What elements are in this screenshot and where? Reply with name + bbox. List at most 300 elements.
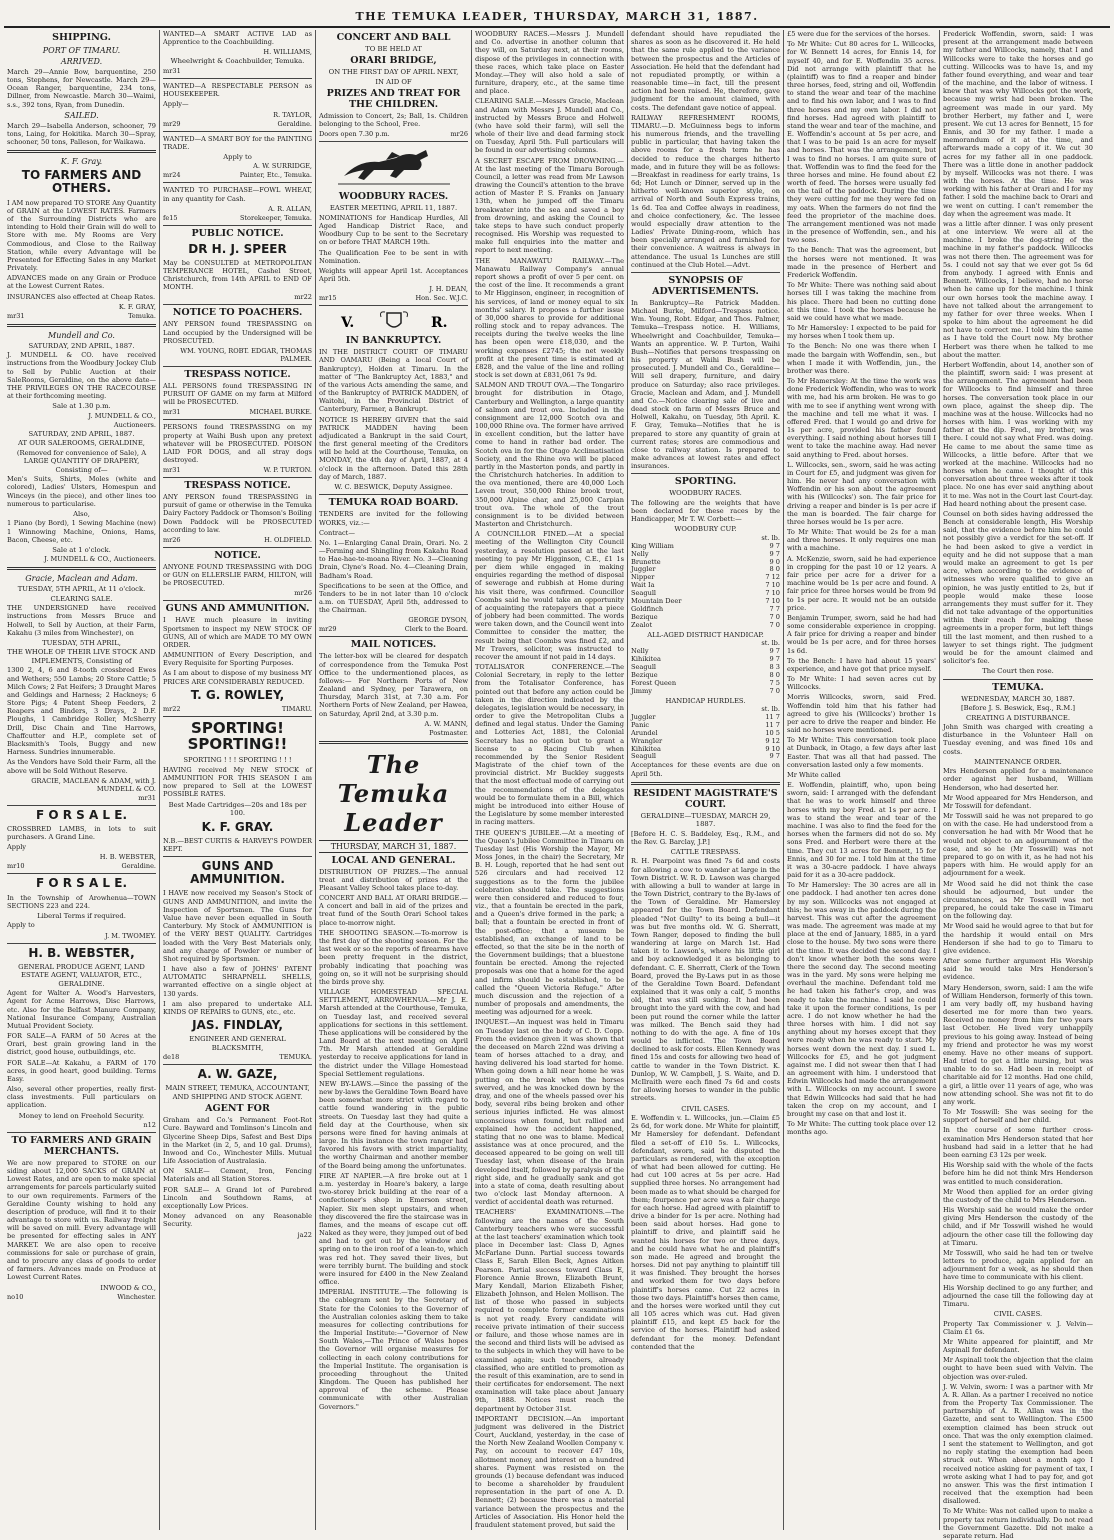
horse-name: Goldfinch (631, 605, 664, 613)
road-board-title: TEMUKA ROAD BOARD. (328, 497, 459, 509)
gaze-sub: MAIN STREET, TEMUKA, ACCOUNTANT, AND SHIPPING AND STOCK AGENT. (165, 1084, 310, 1101)
col6-p9: To Mr White: That would be 2s for a man and three horses. It only requires one man with a machine. (787, 528, 936, 553)
horse-name: Juggler (631, 565, 656, 574)
saturday-date: SATURDAY, 2ND APRIL, 1887. (28, 341, 135, 350)
col7-p23: Mr Aspinall took the objection that the claim ought to have been sued with Velvin. The objection was over-ruled. (943, 1356, 1094, 1381)
removed-note: (Removed for convenience of Sale), A LARGE QUANTITY OF DRAPERY, Consisting of— (16, 448, 147, 474)
horse-weight: 8 3 (769, 662, 780, 671)
wanted-4-code: fe15 (163, 213, 178, 222)
poachers-title: NOTICE TO POACHERS. (172, 307, 303, 319)
mundell-title: Mundell and Co. (48, 330, 115, 340)
horse-weight: 9 10 (765, 744, 780, 753)
in-aid: IN AID OF (375, 77, 412, 86)
col7-p2: was a little after dinner. I was only present at one interview. We were all at the machine. I broke the dog-string of the machine in my father's paddock. Willcocks was not there then. The agreement was for 5s. I could not say that we ever got 5s 6d from anybody. I agreed with Ennis and Bennett. Willcocks, I believe, had no horse when he came up for the machine. I think our own horses took the machine away. I have not talked about the arrangement to my father for over three weeks. When I spoke to him about the agreement he did not have to correct me. I told him the same as I have told the Court now. My brother Herbert was there when he talked to me about the matter. (943, 219, 1093, 359)
dean-code: mr15 (319, 294, 337, 303)
col7-p11: Mr Wood said he would agree to that but for the hardship it would entail on Mrs Henderson if she had to go to Timaru to give evidence. (943, 922, 1093, 955)
wanted-2-title: WANTED—A RESPECTABLE PERSON as HOUSEKEEPER. (163, 82, 312, 99)
svg-text:R.: R. (431, 315, 448, 332)
col7-p21: Property Tax Commissioner v. J. Velvin—Claim £1 6s. (943, 1319, 1093, 1336)
forsale2-text: In the Township of Arowhenua—TOWN SECTIONS 223 and 224. (7, 893, 156, 910)
horse-name: Kihikitea (631, 655, 661, 664)
wanted-3-place: Painter, Etc., Temuka. (239, 171, 312, 180)
col4-p8: THE QUEEN'S JUBILEE.—At a meeting of the Queen's Jubilee Committee in Timaru on Tuesday last (His Worship the Mayor, Mr Moss Jones, in the chair) the Secretary, Mr B. H. Lough, reported that he had sent out 526 circulars and had received 12 suggestions as to the form the jubilee celebration should take. The suggestions were then considered and reduced to four, viz., that a fountain be erected in the park, and a Queen's drive formed in the park; a ball; that a fountain be erected in front of the post-office; that a museum be established, an exchange of land to be effected, so that the site be in the north of the Government buildings; that a bluestone fountain be erected. Among the rejected proposals was one that a home for the aged and infirm should be established, to be called the "Queen Victoria Refuge." After much discussion and the rejection of a number of proposals and amendments, the meeting was adjourned for a week. (475, 828, 624, 1017)
col7-p18: His Worship said he would make the order giving Mrs Henderson the custody of the child, and if Mr Tosswill wished he would adjourn the other case till the following day at Timaru. (943, 1206, 1093, 1247)
col4-p4: THE MANAWATU RAILWAY.—The Manawatu Railway Company's annual report shows a profit of over 5 per cent. on the cost of the line. It recommends a grant to Mr Higginson, engineer, in recognition of his services, of land or money equal to six months' salary. It proposes a further issue of 30,000 shares to provide for additional rolling stock and to repay advances. The receipts during the twelve weeks the line has been open were £18,030, and the working expenses £2745; the net weekly profit at the present time is estimated at £828, and the value of the line and rolling stock is set down at £831,061 7s 9d. (475, 256, 624, 380)
col4-p11: IMPORTANT DECISION.—An important judgment was delivered in the District Court, Auckland, yesterday, in the case of the North New Zealand Woollen Company v. Pay, on account to recover £47 10s, allotment money, and interest on a hundred shares. Payment was resisted on the grounds (1) because defendant was induced to become a shareholder by fraudulent representation in the part of one A. D. Bennett; (2) because there was a material variance between the prospectus and the Articles of Association. His Honor held the fraudulent statement proved, but said the (475, 1414, 624, 1529)
racehorse-icon (334, 146, 454, 188)
sporting-title: SPORTING! SPORTING!! (187, 718, 288, 753)
wanted-1-title: WANTED—A SMART ACTIVE LAD as Apprentice to the Coachbuilding. (163, 30, 312, 47)
gracie-code: mr31 (138, 793, 156, 802)
hurdles-weights-table (631, 706, 780, 761)
horse-weight: 7 12 (765, 573, 780, 582)
hurdles-header: st. lb. (761, 705, 780, 714)
wanted-3-apply: Apply to (223, 152, 252, 161)
column-6 (784, 30, 940, 1530)
gaze-code: ja22 (297, 1230, 312, 1239)
col7-p5: The Court then rose. (982, 667, 1054, 676)
findlay-code: de18 (163, 1053, 180, 1062)
inwood-place: Winchester. (117, 1292, 156, 1301)
col6-p12: To the Bench: I have had about 15 years' experience, and have got that price myself. (787, 656, 936, 673)
trespass-3-text: ANY PERSON found TRESPASSING in pursuit of game or otherwise in the Temuka Dairy Factory Paddock or Thomson's Boiling Down Paddock will be PROSECUTED according to law. (163, 493, 312, 534)
dean-signature: J. H. DEAN, (429, 285, 468, 294)
court-date: GERALDINE—TUESDAY, MARCH 29, 1887. (640, 811, 771, 829)
wanted-1-code: mr31 (163, 66, 181, 75)
horse-weight: 11 7 (765, 712, 780, 721)
farmers-title: TO FARMERS AND OTHERS. (21, 168, 142, 196)
court-title: RESIDENT MAGISTRATE'S COURT. (633, 787, 778, 810)
weight-row (631, 543, 780, 551)
col7-civil-title: CIVIL CASES. (993, 1310, 1043, 1319)
guns-2-text-3: I am also prepared to undertake ALL KINDS OF REPAIRS to GUNS, etc., etc. (163, 999, 312, 1016)
horse-name: Zealot (631, 620, 653, 629)
horse-weight: 7 0 (769, 612, 780, 621)
races-intro: The following are the weights that have been declared for these races by the Handicapper, Mr T. W. Corbett:— (631, 498, 780, 524)
col7-p22: Mr White appeared for plaintiff, and Mr Aspinall for defendant. (943, 1337, 1093, 1355)
notice-title: NOTICE. (214, 550, 261, 561)
guns-2-text: I HAVE now received my Season's Stock of GUNS AND AMMUNITION, and invite the Inspection of Sportsmen. The Guns for Value have never been equalled in South Canterbury. My Stock of AMMUNITION is of the VERY BEST QUALITY. Cartridges loaded with the Very Best Materials only, and any charge of Powder or number of Shot required by Sportsmen. (163, 889, 312, 963)
trespass-1-signature: MICHAEL BURKE. (249, 408, 312, 417)
notice-text: ANYONE FOUND TRESPASSING with DOG or GUN on ELLERSLIE FARM, HILTON, will be PROSECUTED. (163, 562, 312, 588)
wanted-1-place: Wheelwright & Coachbuilder, Temuka. (170, 57, 305, 66)
dyson-code: mr29 (319, 625, 337, 634)
apply-label: Apply (7, 843, 27, 852)
gracie-signature: GRACIE, MACLEAN & ADAM, with J. MUNDELL & CO. (31, 776, 156, 793)
horse-name: King William (631, 541, 674, 550)
horse-weight: 7 0 (769, 686, 780, 695)
col5-p1: defendant should have repudiated the shares as soon as he discovered it. He held that the same rule applied to the variance between the prospectus and the Articles of Association. He held that the defendant had not repudiated promptly, or within a reasonable time—in fact, till the present action had been raised. He, therefore, gave judgment for the amount claimed, with costs. The defendant gave notice of appeal. (631, 30, 780, 112)
mundell-text: J. MUNDELL & CO. have received instructions from the Woodbury Jockey Club to Sell by Public Auction at their SaleRooms, Geraldine, on the above date— THE PRIVILEGES ON THE RACECOURSE at their forthcoming meeting. (7, 351, 156, 401)
local-title: LOCAL AND GENERAL. (331, 854, 456, 866)
nominations-text: NOMINATIONS for Handicap Hurdles, All Aged Handicap District Race, and Woodbury Cup to be sent to the Secretary on or before THAT MARCH 19th. (319, 213, 468, 247)
horse-name: Seagull (631, 752, 657, 761)
col7-p7: Mrs Henderson applied for a maintenance order against her husband, William Henderson, who had deserted her. (943, 767, 1093, 792)
drapery-list: Men's Suits, Shirts, Moles (white and colored), Ladies' Ulsters, Homespun and Winceys (in the piece), and other lines too numerous to particularise. (7, 475, 156, 508)
concert-date: ON THE FIRST DAY OF APRIL NEXT, (328, 68, 459, 77)
col6-p19: To Mr White: The cutting took place over 12 months ago. (787, 1120, 936, 1137)
wanted-3-signature: A. W. SURRIDGE, (253, 162, 312, 171)
horse-name: Nelly (631, 549, 649, 558)
acceptances-text: Acceptances for these events are due on April 5th. (631, 761, 780, 778)
works-list: No. 1—Enlarging Canal Drain, Orari. No. 2—Forming and Shingling from Kakahu Road to Hae-hae-te-moana River. No. 3—Cleaning Drain, Clyne's Road. No. 4—Cleaning Drain, Badham's Road. (319, 538, 468, 580)
local-4: VILLAGE HOMESTEAD SPECIAL SETTLEMENT, ARROWHENUA.—Mr J. E. Marsh attended at the Courthouse, Temuka, on Tuesday last, and received several applications for sections in this settlement. These applications will be considered by the Land Board at the next meeting on April 7th. Mr Marsh attended at Geraldine yesterday to receive applications for land in the district under the Village Homestead Special Settlement regulations. (319, 988, 468, 1078)
columns (4, 30, 1110, 1540)
civil-text: E. Woffendin v. L. Willcocks, jun.—Claim £5 2s 6d, for work done. Mr White for plaintiff, Mr Hamersley for defendant. Defendant filed a set-off of £10 5s. L. Willcocks, defendant, sworn, said he disputed the particulars as rendered, with the exception of what had been allowed for cutting. He had cut 100 acres at 5s per acre. Had supplied three horses. No arrangement had been made as to what should be charged for them; fourpence per acre was a fair charge for each horse. Had agreed with plaintiff to drive a binder for 1s per acre. Nothing had been said about horses. Had gone to plaintiff to drive, and plaintiff said he wanted his horses for two or three days, and he could have what he and plaintiff's son made. He agreed and brought the horses. Did not pay anything to plaintiff till it was finished. They brought the horses and worked them for two days before plaintiff's horses came. Cut 22 acres in those two days. Plaintiff's horses then came, and the horses were worked until they cut all 105 acres which was cut. Had given plaintiff £15, and kept £5 back for the service of the horses. Plaintiff had asked defendant for the money. Defendant contended that the (631, 1114, 780, 1351)
speer-text: May be CONSULTED at METROPOLITAN TEMPERANCE HOTEL, Cashel Street, Christchurch, from 14th APRIL to END OF MONTH. (163, 258, 312, 292)
col7-p24: J. W. Velvin, sworn: I was a partner with Mr A. R. Allan. As a partner I received no notice from the Property Tax Commissioner. The partnership of A. R. Allan was in the Gazette, and sent to Wellington. The £500 exemption claimed has been struck out once. That was the only exemption claimed. I sent the statement to Wellington, and got no reply stating the exemption had been struck out. When about a month ago I received notice asking for payment of tax, I wrote asking what I had to pay for, and got no answer. This was the first intimation I received that the exemption had been disallowed. (943, 1382, 1093, 1506)
royal-arms-icon (319, 309, 469, 333)
col7-p8: Mr Wood appeared for Mrs Henderson, and Mr Tosswill for defendant. (943, 793, 1093, 810)
mann-title: Postmaster. (429, 728, 468, 737)
trespass-3-code: mr26 (163, 536, 181, 544)
webster-sale-2: FOR SALE—At Kakahu, a FARM of 170 acres, in good heart, good building. Terms Easy. (7, 1058, 156, 1083)
gracie-text: THE UNDERSIGNED have received instructions from Messrs Bruce and Holwell, to Sell by Auction, at their Farm, Kakahu (3 miles from Winchester), on (7, 604, 156, 637)
forsale-text: CROSSBRED LAMBS, in lots to suit purchasers. A Grand Line. (7, 824, 156, 842)
horse-name: Panic (631, 720, 650, 729)
horse-name: Arundel (631, 728, 658, 737)
sale-time-2: Sale at 1 o'clock. (52, 545, 111, 554)
local-7: IMPERIAL INSTITUTE.—The following is the cablegram sent by the Secretary of State for the Colonies to the Governor of the Australian colonies asking them to take measures for collecting contributions for the Imperial Institute:—"Governor of New South Wales,—The Prince of Wales hopes the Governor will organise measures for collecting in each colony contributions for the Imperial Institute. The organisation is proceeding throughout the United Kingdom. The Queen has published her approval of the scheme. Please communicate with other Australian Governors." (319, 1288, 468, 1411)
horse-name: Juggler (631, 712, 656, 721)
column-3 (316, 30, 472, 1530)
horse-name: Wait Ia (631, 581, 655, 590)
dyson-title: Clerk to the Board. (404, 625, 468, 634)
speer-name: DR H. J. SPEER (188, 241, 287, 256)
masthead: THE TEMUKA LEADER, THURSDAY, MARCH 31, 1887. (4, 6, 1110, 28)
trespass-2-text: PERSONS found TRESPASSING on my property at Waihi Bush upon any pretext whatever will be PROSECUTED. POISON LAID FOR DOGS, and all stray dogs destroyed. (163, 423, 312, 465)
contract-label: Contract— (319, 528, 355, 537)
col7-p14: To Mr Tosswill: She was seeing for the support of herself and her child. (943, 1108, 1093, 1125)
weight-row (631, 753, 780, 761)
guns-title: GUNS AND AMMUNITION. (165, 603, 310, 615)
local-5: NEW BY-LAWS.—Since the passing of the new by-laws the Geraldine Town Board have been somewhat more strict with regard to cattle found wandering in the public streets. On Tuesday last they had quite a field day at the Courthouse, when six persons were fined for having animals at large. In this instance the town ranger had favored his favors with strict impartiality, the worthy Chairman and another member of the Board being among the unfortunates. (319, 1079, 468, 1170)
mail-text: The letter-box will be cleared for despatch of correspondence from the Temuka Post Office to the undermentioned places, as follows:— For Northern Ports of New Zealand and Sydney, per Tarawera, on Thursday, March 31st, at 7.30 a.m. For Northern Ports of New Zealand, per Hawea, on Saturday, April 2nd, at 3.30 p.m. (319, 652, 468, 718)
temuka-title: TEMUKA. (992, 681, 1044, 693)
dean-title: Hon. Sec. W.J.C. (415, 294, 468, 303)
findlay-place: TEMUKA. (279, 1053, 312, 1062)
horse-name: Jimmy (631, 686, 652, 695)
col4-p3: A SECRET ESCAPE FROM DROWNING.—At the last meeting of the Timaru Borough Council, a letter was read from Mr Lawson drawing the Council's attention to the brave action of Master P. S. Franks on January 13th, when he jumped off the Timaru breakwater into the sea and saved a boy from drowning, and asking the Council to take steps to have such conduct properly recognised. His Worship was requested to make full enquiries into the matter and report to next meeting. (475, 156, 624, 255)
col7-p25: To Mr White: Was not called upon to make a property tax return individually. Do not read the Government Gazette. Did not make a separate return. Had (943, 1507, 1093, 1540)
col6-p10: A. McKenzie, sworn, said he had experience in cropping for the past 10 or 12 years. A fair price per acre for a driver for a machine would be 1s per acre and found. A fair price for three horses would be from 9d to 1s per acre. It would not be an outside price. (787, 554, 936, 612)
horse-weight: 7 0 (769, 620, 780, 629)
column-5 (628, 30, 784, 1530)
prizes-treat: PRIZES AND TREAT FOR THE CHILDREN. (326, 88, 461, 111)
sailed-label: SAILED. (64, 110, 99, 120)
column-7 (940, 30, 1096, 1540)
forsale2-title: F O R S A L E. (35, 876, 128, 891)
easter-meeting: EASTER MEETING, APRIL 11, 1887. (329, 204, 458, 213)
col4-p9: INQUEST.—An inquest was held in Timaru on Tuesday last on the body of C. D. Copp. From the evidence given it was shown that the deceased on March 22nd was driving a team of horses attached to a dray, and having delivered his load started for home. When going down a hill near home he was putting on the break when the horses swerved, and he was knocked down by the dray, and one of the wheels passed over his body, several ribs being broken and other serious injuries inflicted. He was almost unconscious when found, but rallied and explained how the accident happened, stating that no one was to blame. Medical assistance was at once procured, and the deceased appeared to be going on well till Tuesday last, when disease of the brain developed itself, followed by paralysis of the right side, and he gradually sank and got into a state of coma, death resulting about two o'clock last Monday afternoon. A verdict of accidental death was returned. (475, 1018, 624, 1207)
also-items: 1 Piano (by Bord), 1 Sewing Machine (new) 1 Winnowing Machine, Onions, Hams, Bacon, Cheese, etc. (7, 519, 156, 544)
trespass-1-code: mr31 (163, 408, 181, 417)
col7-p4: Counsel on both sides having addressed the Bench at considerable length, His Worship said, that the evidence before him he could not possibly give a verdict for the set-off. If he had been asked to give a verdict in equity and he did not suppose that a man would make an agreement to get 1s per acre, when according to the evidence of witnesses who were qualified to give an opinion, he was justly entitled to 2s, but if people would make these loose arrangements they must suffer for it. They did not take advantage of the opportunities within their reach for making these agreements in a proper form, but left things till the last moment, and then rushed to a lawyer to set things right. The judgment would be for the amount claimed and solicitor's fee. (943, 509, 1093, 666)
col6-p1: £5 were due for the services of the horses. (787, 30, 931, 38)
horse-name: Forest Queen (631, 678, 677, 687)
gray-signature: K. F. GRAY, (118, 302, 156, 311)
inwood-title: TO FARMERS AND GRAIN MERCHANTS. (11, 1135, 152, 1158)
weight-row (631, 622, 780, 630)
findlay-name: JAS. FINDLAY, (192, 1018, 283, 1033)
col6-p8: L. Willcocks, sen., sworn, said he was acting in Court for £5, and judgment was given for him. He never had any conversation with Woffendin or his son about the agreement with his (Willcocks') son. The fair price for driving a reaper and binder is 1s per acre if the man is boarded. The fair charge for three horses would be 1s per acre. (787, 460, 936, 526)
bankruptcy-title: IN BANKRUPTCY. (345, 335, 442, 347)
tuesday-date-2: TUESDAY, 5TH APRIL, (42, 638, 121, 647)
wanted-4-title: WANTED TO PURCHASE—FOWL WHEAT, in any quantity for Cash. (163, 186, 312, 203)
dyson-signature: GEORGE DYSON, (408, 616, 468, 625)
sale-time: Sale at 1.30 p.m. (52, 402, 111, 411)
local-6: FIRE AT NAPIER.—A fire broke out at 1 a.m. yesterday in Hoare's bakery, a large two-storey brick building at the rear of a confectioner's shop in Emerson street, Napier. Six men slept upstairs, and when they discovered the fire the staircase was in flames, and the means of escape cut off. Naked as they were, they jumped out of bed and had to get out by the window and spring on to the iron roof of a lean-to, which was red hot. They saved their lives, but were terribly burnt. The building and stock were insured for £400 in the New Zealand office. (319, 1171, 468, 1287)
weight-row (631, 688, 780, 696)
speer-code: mr22 (294, 293, 312, 302)
district-weights-table (631, 640, 780, 695)
weight-row (631, 680, 780, 688)
temuka-date: WEDNESDAY, MARCH 30, 1887. (961, 694, 1075, 703)
horse-weight: 10 5 (765, 728, 780, 737)
col6-p17: E. Woffendin, plaintiff, who, upon being sworn, said: I arranged with the defendant that he was to work himself and three horses with my boy Fred. at 1s per acre. I was to stand the wear and tear of the machine. I was also to find the feed for the horses when the farmers did not do so. My sons Fred. and Herbert were there at the time. They cut 13 acres for Bennett, 15 for Ennis, and 30 for me. I told him at the time it was a 30-acre paddock. I have always paid for it as a 30-acre paddock. (787, 781, 936, 880)
doors-code: mr26 (450, 130, 468, 139)
qualification-text: The Qualification Fee to be sent in with Nomination. (319, 248, 468, 265)
whole-of: THE WHOLE OF THEIR LIVE STOCK AND IMPLEMENTS, Consisting of (7, 648, 156, 665)
money-gaze: Money advanced on any Reasonable Security. (163, 1212, 312, 1229)
horse-weight: 8 0 (769, 565, 780, 574)
trespass-3-title: TRESPASS NOTICE. (184, 480, 291, 492)
gracie-title: Gracie, Maclean and Adam. (25, 574, 138, 584)
horse-name: Seagull (631, 662, 657, 671)
col4-p2: CLEARING SALE.—Messrs Gracie, Maclean and Adam with Messrs J. Mundell and Co., instructed by Messrs Bruce and Holwell (who have sold their farm), will sell the whole of their live and dead farming stock on Tuesday, April 5th. Full particulars will be found in our advertising columns. (475, 97, 624, 155)
synopsis-text: In Bankruptcy—Re Patrick Madden. Michael Burke, Milford—Trespass notice. Wm. Young, Robt. Edgar, and Thos. Palmer, Temuka—Trespass notice. H. Williams, Wheelwright and Coachbuilder, Temuka—Wants an apprentice. W. P. Turton, Waihi Bush—Notifies that persons trespassing on his property at Waihi Bush will be prosecuted. J. Mundell and Co., Geraldine—Will sell drapery, furniture, and dairy produce on Saturday; also race privileges. Gracie, Maclean and Adam, and J. Mundell and Co.—Notice clearing sale of live and dead stock on farm of Messrs Bruce and Holwell, Kakahu, on Tuesday, 5th April. K. F. Gray, Temuka—Notifies that he is prepared to store any quantity of grain at current rates; stores are commodious and close to railway station. Is prepared to make advances at lowest rates and effect insurances. (631, 298, 780, 471)
apply-to-label: Apply to (7, 921, 35, 930)
webster-place: Geraldine. (121, 862, 156, 871)
admission-text: Admission to Concert, 2s; Ball, 1s. Children belonging to the School, Free. (319, 112, 468, 129)
weights-text: Weights will appear April 1st. Acceptances April 5th. (319, 266, 468, 284)
poachers-signature: WM. YOUNG, ROBT. EDGAR, THOMAS PALMER. (180, 346, 312, 363)
inwood-text: We are now prepared to STORE on our siding about 12,000 SACKS of GRAIN at Lowest Rates, and are open to make special arrangements for parcels particularly suited to our own requirements. Farmers of the Geraldine County wishing to hold any description of produce, will find it to their advantage to store with us. Railway freight will be saved on mill. Every advantage will be presented for effecting sales in ANY MARKET. We are also open to receive commissions for sale or purchase of grain, and to procure any class of goods to order of farmers. Advances made on Produce at Lowest Current Rates. (7, 1158, 156, 1282)
at-rooms: AT OUR SALEROOMS, GERALDINE, (18, 439, 145, 448)
rowley-note: As I am about to dispose of my business MY PRICES ARE CONSIDERABLY REDUCED. (163, 669, 312, 686)
cartridges-price: Best Made Cartridges—20s and 18s per 100. (168, 800, 307, 818)
livestock-list: 1300 2, 4, 6 and 8-tooth crossbred Ewes and Wethers; 550 Lambs; 20 Store Cattle; 5 Milch Cows; 2 Fat Heifers; 3 Draught Mares and Geldings and Harness; 2 Hackneys; 6 Store Pigs; 4 Patent Sheep Feeders, 2 Reapers and Binders, 3 Drays, 2 D.F. Ploughs, 1 Cambridge Roller, McSherry Drill, Disc Chain and Tine Harrows, Chaffcutter and H.P., complete set of Blacksmith's Tools, Buggy and new Harness. Sundries innumerable. (7, 666, 156, 757)
col7-p9: Mr Tosswill said he was not prepared to go on with the case. He had understood from a conversation he had with Mr Wood that he would not object to an adjournment of the case, and so he (Mr Tosswill) was not prepared to go on with it, as he had not his papers with him. He would apply for an adjournment for a week. (943, 812, 1093, 878)
rowley-place: TIMARU. (281, 704, 312, 713)
col6-p16: Mr White called (787, 770, 841, 779)
wanted-2-signature: R. TAYLOR, (273, 110, 312, 119)
disturbance-title: CREATING A DISTURBANCE. (966, 713, 1070, 722)
col6-p14: Morris Willcocks, sworn, said Fred. Woffendin told him that his father had agreed to give his (Willcocks') brother 1s per acre to drive the reaper and binder. He said no horses were mentioned. (787, 693, 936, 735)
forsale-title: F O R S A L E. (35, 807, 128, 822)
local-3: THE SHOOTING SEASON.—To-morrow is the first day of the shooting season. For the last week or so the reports of firearms have been pretty frequent in the district, probably indicating that poaching was going on, so it will not be surprising should the birds prove shy. (319, 928, 468, 986)
col6-p15: To Mr White: This conversation took place at Dunback, in Otago, a few days after last Easter. That was all that had passed. The conversation lasted only a few moments. (787, 736, 936, 769)
horse-weight: 9 7 (769, 647, 780, 656)
horse-weight: 8 0 (769, 670, 780, 679)
insurances-text: INSURANCES also effected at Cheap Rates. (7, 292, 156, 301)
sporting-text: HAVING received My NEW STOCK of AMMUNITION FOR THIS SEASON I am now prepared to Sell at the LOWEST POSSIBLE RATES. (163, 765, 312, 799)
rowley-code: mr22 (163, 704, 181, 713)
horse-name: Seagull (631, 589, 657, 598)
local-1: DISTRIBUTION OF PRIZES.—The annual treat and distribution of prizes at the Pleasant Valley School takes place to-day. (319, 867, 468, 892)
gray-place: Temuka. (128, 311, 156, 320)
gaze-name: A. W. GAZE, (197, 1067, 278, 1082)
cup-header: st. lb. (761, 533, 780, 542)
gray-code: mr31 (7, 311, 25, 320)
col4-p5: SALMON AND TROUT OVA.—The Tongariro brought for distribution in Otago, Canterbury and Wellington, a large quantity of salmon and trout ova. Included in the consignment are 12,000 Scotch ova and 100,000 Rhine ova. The former have arrived in excellent condition, but the latter have come to hand in rather bad order. The Scotch ova in for the Otago Acclimatisation Society, and the Rhine ova will be placed partly in the Masterton ponds, and partly in the Christchurch hatcheries. In addition to the ova mentioned, there are 40,000 Loch Leven trout, 350,000 Rhine brook trout, 350,000 Alpine char, and 25,000 Carpian trout ova. The whole of the trout consignment is to be divided between Masterton and Christchurch. (475, 381, 624, 529)
col4-p6: A COUNCILLOR FINED.—At a special meeting of the Wellington City Council yesterday, a resolution passed at the last meeting to pay Mr Higginson, C.E., £1 1s per diem while engaged in making enquiries regarding the method of disposal of sewerage and rubbish at Home during his visit there, was confirmed. Councillor Coombs said he would take an opportunity of acquainting the ratepayers that a piece of jobbery had been committed. The words were taken down, and the Council went into Committee to consider the matter, the result being that Coombs was fined £2, and Mr Travers, solicitor, was instructed to recover the amount if not paid in 14 days. (475, 530, 624, 661)
wanted-3-code: mr24 (163, 171, 181, 180)
col6-p2: To Mr White: Cut 80 acres for L. Willcocks, for W. Bennett 14 acres, for Ennis 14, for myself 40, and for E. Woffendin 35 acres. Did not arrange with plaintiff that he (plaintiff) was to find a reaper and binder three horses, feed, string and oil, Woffendin to stand the wear and tear of the machine and to find his own labor, and I was to find three horses and my own labor. I did not find horses. Had agreed with plaintiff to stand the wear and tear of the machine, and E. Woffendin's account at 5s per acre, and that I was to be paid 1s an acre for myself and horses. That was the arrangement, but I was to find no horses. I am quite sure of that. Woffendin was to find the feed for the three horses and mine. He found about £2 worth of feed. The horses were usually fed on the tail of the paddock. During the time they were cutting for me they were fed on my oats. When the farmers do not find the feed the proprietor of the machine does. The arrangement mentioned was not made in the presence of Woffendin, sen., and his two sons. (787, 40, 936, 245)
beswick-signature: W. C. BESWICK, Deputy Assignee. (334, 482, 453, 491)
gray-nb: N.B.—BEST CURTIS & HARVEY'S POWDER KEPT. (163, 836, 312, 853)
findlay-sub: ENGINEER AND GENERAL BLACKSMITH, (189, 1035, 286, 1052)
horse-name: Brunette (631, 557, 661, 566)
money-lend: Money to lend on Freehold Security. (18, 1111, 145, 1120)
horse-name: Bezique (631, 670, 658, 679)
webster-text: Agent for Walter A. Wood's Harvesters, Agent for Acme Harrows, Disc Harrows, etc. Also for the Belfast Manure Company, National Insurance Company, Australian Mutual Provident Society. (7, 989, 156, 1030)
col6-p5: To Mr Hamersley: I expected to be paid for my horses when I took them up. (787, 324, 936, 341)
webster-code-2: n12 (143, 1121, 156, 1130)
notice-code: mr26 (294, 589, 312, 598)
guns-2-text-2: I have also a few of JOHNS' PATENT AUTOMATIC SHRAPNELL SHELLS, warranted effective on a single object at 130 yards. (163, 965, 312, 998)
forsale-gaze: FOR SALE— A Grand lot of Purebred Lincoln and Southdown Rams, at exceptionally Low Prices. (163, 1185, 312, 1210)
col7-p15: In the course of some further cross-examination Mrs Henderson stated that her husband had said in a letter that he had been earning £3 12s per week. (943, 1126, 1093, 1159)
horse-name: Bezique (631, 612, 658, 621)
col5-p2: RAILWAY REFRESHMENT ROOMS, TIMARU.—D. McGuinness begs to inform his numerous friends, and the travelling public in particular, that having taken the above rooms for a fresh term he has decided to reduce the charges hitherto made, and in future they will be as follows:—Breakfast in readiness for early trains, 1s 6d; Hot Lunch or Dinner, served up in the hitherto well-known superior style, on arrival of North and South Express trains, 1s 6d. Tea and Coffee always in readiness, and choice confectionery, &c. The lessee would especially draw attention to the Ladies' Private Dining-room, which has been specially arranged and furnished for their convenience. A waitress is always in attendance. The usual 1s Lunches are still continued at the Club Hotel.—Advt. (631, 113, 780, 269)
local-2: CONCERT AND BALL AT ORARI BRIDGE.—A concert and ball in aid of the prizes and treat fund of the South Orari School takes place to-morrow night. (319, 894, 468, 927)
horse-name: Nelly (631, 647, 649, 656)
gray-name: K. F. GRAY. (201, 819, 274, 834)
horse-name: Wrangler (631, 736, 663, 745)
gray-title: K. F. Gray. (60, 157, 103, 167)
court-text: R. H. Pearpoint was fined 7s 6d and costs for allowing a cow to wander at large in the Town District. W. R. D. Lawson was charged with allowing a bull to wander at large in the Town District, contrary to the By-laws of the Town of Geraldine. Mr Hamersley appeared for the Town Board. Defendant pleaded "Not Guilty" to its being a bull—it was but five months old. W. G. Sherratt, Town Ranger, deposed to finding the bull wandering at large on March 1st. Had taken it to Lawson's, where his little girl and boy acknowledged it as belonging to defendant. C. E. Sherratt, Clerk of the Town Board, proved the By-Laws put in as those of the Geraldine Town Board. Defendant explained that it was only a calf, 5 months old, that was still sucking. It had been brought into the yard with the cow, and had been put round the corner while the latter was milked. The Bench said they had nothing to do with the age. A fine of 10s would be inflicted. The Town Board declined to ask for costs. Ellen Kennedy was fined 15s and costs for allowing two head of cattle to wander in the Town District. K. Dunlop, W. W. Campbell, J. S. Waite, and D. McIlraith were each fined 7s 6d and costs for allowing horses to wander in the public streets. (631, 857, 780, 1103)
col6-p6: To the Bench: No one was there when I made the bargain with Woffendin, sen., but when I made it with Woffendin, jun., the brother was there. (787, 342, 936, 375)
horse-weight: 7 5 (769, 678, 780, 687)
sailed-list: March 29—Isabella Anderson, schooner, 79 tons, Laing, for Hokitika. March 30—Spray, schooner, 50 tons, Palleson, for Waikawa. (7, 121, 156, 147)
trespass-3-signature: H. OLDFIELD. (264, 536, 312, 544)
guns-text: I HAVE much pleasure in inviting Sportsmen to inspect my NEW STOCK OF GUNS, All of which are MADE TO MY OWN ORDER. (163, 616, 312, 649)
col7-p10: Mr Wood said he did not think the case should be adjourned, but under the circumstances, as Mr Tosswill was not prepared, he could take the case in Timaru on the following day. (943, 879, 1093, 921)
farmers-text: I AM now prepared TO STORE Any Quantity of GRAIN at the LOWEST RATES. Farmers of the Surrounding Districts who are intending to Hold their Grain will do well to Store with me. My Rooms are Very Commodious, and Close to the Railway Station, while every Advantage will be Presented for Effecting Sales in any Market Privately. (7, 198, 156, 273)
woodbury-title: WOODBURY RACES. (338, 191, 449, 203)
col7-p17: Mr Wood then applied for an order giving the custody of the child to Mrs Henderson. (943, 1187, 1093, 1204)
webster-heading: H. B. WEBSTER, (28, 945, 135, 960)
paper-date: THURSDAY, MARCH 31, 1887. (319, 840, 468, 853)
horse-weight: 9 12 (765, 736, 780, 745)
liberal-terms: Liberal Terms if required. (37, 911, 126, 920)
port-title: PORT OF TIMARU. (42, 45, 121, 55)
arrived-label: ARRIVED. (60, 56, 103, 66)
temuka-before: [Before J. S. Beswick, Esq., R.M.] (960, 704, 1076, 713)
agent-title: AGENT FOR (205, 1103, 270, 1115)
col6-p4: To Mr White: There was nothing said about horses till I was taking the machine from his place. There had been no cutting done at this time. I took the horses because he said we could have what we made. (787, 281, 936, 322)
hurdles-title: HANDICAP HURDLES. (665, 696, 746, 705)
races-title: WOODBURY RACES. (669, 489, 742, 498)
district-header: st. lb. (761, 639, 780, 648)
cattle-title: CATTLE TRESPASS. (670, 847, 741, 856)
webster-code: mr10 (7, 862, 25, 871)
col4-p7: TOTALISATOR CONFERENCE.—The Colonial Secretary, in reply to the letter from the Totalisator Conference, has pointed out that before any action could be taken in the direction indicated by the delegates, legislation would be necessary, in order to give the Metropolitan Clubs a defined and legal status. Under the Gaming and Lotteries Act, 1881, the Colonial Secretary has no option but to grant a license to a Racing Club when recommended by the Senior Resident Magistrate of the chief town of the provincial district. Mr Buckley suggests that the most effectual mode of carrying out the recommendations of the delegates would be to formulate them in a Bill, which might be introduced into either House of the Legislature by some member interested in racing matters. (475, 663, 624, 827)
ammunition-text: AMMUNITION of Every Description, and Every Requisite for Sporting Purposes. (163, 651, 312, 668)
paper-title: The Temuka Leader (337, 749, 450, 837)
court-before: [Before H. C. S. Baddeley, Esq., R.M., and the Rev. G. Barclay, J.P.] (631, 829, 780, 846)
guns-2-title: GUNS AND AMMUNITION. (190, 859, 285, 887)
horse-name: Mountain Deer (631, 597, 682, 606)
trespass-1-text: ALL PERSONS found TRESPASSING IN PURSUIT OF GAME on my farm at Milford will be PROSECUTED. (163, 381, 312, 407)
col6-p3: To the Bench: That was the agreement, but the horses were not mentioned. It was made in the presence of Herbert and Frederick Woffendin. (787, 246, 936, 279)
col6-p11: Benjamin Trumper, sworn, said he had had some considerable experience in cropping. A fair price for driving a reaper and binder would be 1s per acre, and for three horses 1s 6d. (787, 613, 936, 655)
district-title: ALL-AGED DISTRICT HANDICAP. (647, 630, 764, 639)
arrived-list: March 29—Annie Bow, barquentine, 250 tons, Stephens, for Newcastle. March 29—Ocean Ranger, barquentine, 234 tons, Dillner, from Newcastle. March 30—Waimi, s.s., 392 tons, Ryan, from Dunedin. (7, 67, 156, 109)
advances-text: ADVANCES made on any Grain or Produce at the Lowest Current Rates. (7, 274, 156, 291)
sporting-sub: SPORTING ! ! ! SPORTING ! ! ! (183, 756, 292, 765)
column-2 (160, 30, 316, 1530)
webster-sale-3: Also, several other properties, really first-class investments. Full particulars on application. (7, 1085, 156, 1110)
col7-p20: His Worship declined to go any further, and adjourned the case till the following day at Timaru. (943, 1283, 1093, 1308)
orari-bridge: ORARI BRIDGE, (350, 55, 437, 67)
on-sale: ON SALE— Cement, Iron, Fencing Materials and all Station Stores. (163, 1167, 312, 1184)
col6-p7: To Mr Hamersley: At the time the work was done Frederick Woffendin, who was to work with me, had his arm broken. He was to go with me to see if anything went wrong with the machine and tell me what it was. I offered Fred. that I would go and drive for 1s per acre, provided his father found everything. I said nothing about horses till I went to take the machine away. Had never said anything to Fred. about horses. (787, 377, 936, 459)
tenders-text: TENDERS are invited for the following WORKS, viz.:— (319, 510, 468, 527)
col7-p19: Mr Tosswill, who said he had ten or twelve letters to produce, again applied for an adjournment for a week, as he should then have time to communicate with his client. (943, 1248, 1093, 1282)
col7-p12: After some further argument His Worship said he would take Mrs Henderson's evidence. (943, 957, 1093, 982)
trespass-1-title: TRESPASS NOTICE. (184, 368, 291, 380)
wanted-2-place: Geraldine. (277, 119, 312, 128)
mundell-signature-2: J. MUNDELL & CO., Auctioneers. (44, 555, 156, 564)
shipping-title: SHIPPING. (52, 32, 111, 43)
poachers-text: ANY PERSON found TRESPASSING on Land occupied by the Undersigned will be PROSECUTED. (163, 320, 312, 345)
doors-time: Doors open 7.30 p.m. (319, 130, 390, 139)
column-4 (472, 30, 628, 1530)
cup-weights-table (631, 535, 780, 630)
mann-signature: A. W. MANN, (424, 719, 468, 728)
col7-p13: Mary Henderson, sworn, said: I am the wife of William Henderson, formerly of this town. I am very badly off, my husband having deserted me for more than two years. Received no money from him for two years last October. He lived very unhappily previous to his going away. Instead of being my friend and protector he was my worst enemy. Have no other means of support. Had tried to get a little nursing, but was unable to do so. Had been in receipt of charitable aid for 12 months. Had one child, a girl, a little over 11 years of age, who was now attending school. She was not fit to do any work. (943, 983, 1093, 1106)
col6-p13: To Mr White: I had seven acres cut by Willcocks. (787, 675, 936, 692)
horse-weight: 7 7 (769, 605, 780, 613)
webster-sale-1: FOR SALE—A FARM of 50 Acres at the Orari, best grain growing land in the district, good house, outbuildings, etc. (7, 1032, 156, 1057)
col4-p10: TEACHERS' EXAMINATIONS.—The following are the names of the South Canterbury teachers who were successful at the last teachers' examination which took place in December last: Class D, Agnes McFarlane Dunn. Partial success towards Class E, Sarah Ellen Beck, Agnes Aitken Pearson. Partial success toward Class E, Florence Annie Brown, Elizabeth Brunt, Mary Kendall, Marion Elizabeth Fisher, Elizabeth Johnson, and Helen Mollison. The list of those who passed in subjects required to complete former examinations is not yet ready. Every candidate will receive private intimation of their success or failure, and those whose names are in the second and third lists will be advised as to the subjects in which they will have to be examined again; such teachers, already classified, who are entitled to promotion as the result of this examination, are to send in their certificates for endorsement. The next examination will take place about January 9th, 1888. Notices must reach the department by October 31st. (475, 1208, 624, 1413)
weight-row (631, 714, 780, 722)
horse-weight: 9 7 (769, 549, 780, 558)
rowley-name: T. G. ROWLEY, (190, 687, 285, 702)
tuesday-date: TUESDAY, 5TH APRIL, At 11 o'clock. (17, 585, 146, 594)
bankruptcy-text: IN THE DISTRICT COURT OF TIMARU AND OAMARU (Being a local Court of Bankruptcy), Holden at Timaru. In the matter of "The Bankruptcy Act, 1883," and of the various Acts amending the same, and of the Bankruptcy of PATRICK MADDEN, of Waitohi, in the Provincial District of Canterbury, Farmer, a Bankrupt. (319, 348, 468, 414)
column-1 (4, 30, 160, 1530)
public-notice-title: PUBLIC NOTICE. (191, 227, 284, 239)
specs-text: Specifications to be seen at the Office, and Tenders to be in not later than 10 o'clock a.m. on TUESDAY, April 5th, addressed to the Chairman. (319, 581, 468, 615)
webster-sub: GENERAL PRODUCE AGENT, LAND ESTATE AGENT, VALUATOR, ETC., GERALDINE. (18, 962, 145, 988)
mundell-signature: J. MUNDELL & CO., (88, 411, 156, 420)
inwood-signature: INWOOD & CO., (100, 1283, 156, 1292)
horse-weight: 7 10 (765, 581, 780, 590)
mail-title: MAIL NOTICES. (350, 639, 437, 651)
wanted-1-signature: H. WILLIAMS, (263, 48, 312, 57)
twomey-signature: J. M. TWOMEY. (104, 931, 156, 940)
col4-p1: WOODBURY RACES.—Messrs J. Mundell and Co. advertise in another column that they will, on Saturday next, at their rooms, dispose of the privileges in connection with these races, which take place on Easter Monday.—They will also hold a sale of furniture, drapery, etc., at the same time and place. (475, 30, 624, 96)
horse-name: Kihikitea (631, 744, 661, 753)
also-label: Also, (73, 509, 90, 518)
concert-sub: TO BE HELD AT (365, 44, 422, 53)
bankruptcy-notice: NOTICE IS HEREBY GIVEN that the said PATRICK MADDEN having been adjudicated a Bankrupt in the said Court, the first general meeting of the Creditors will be held at the Courthouse, Temuka, on MONDAY, the 4th day of April, 1887, at 4 o'clock in the afternoon. Dated this 28th day of March, 1887. (319, 415, 468, 481)
wanted-4-signature: A. R. ALLAN, (268, 204, 312, 213)
wanted-3-title: WANTED—A SMART BOY for the PAINTING TRADE. (163, 134, 312, 151)
maintenance-title: MAINTENANCE ORDER. (974, 757, 1062, 766)
horse-weight: 11 7 (765, 720, 780, 729)
settled-note: As the Vendors have Sold their Farm, all the above will be Sold Without Reserve. (7, 758, 156, 775)
col7-p3: Herbert Woffendin, about 14, another son of the plaintiff, sworn said: I was present at the arrangement. The agreement had been for Willcocks to find himself and three horses. The conversation took place in our own place, against the sheep dip. The machine was at the house. Willcocks had no horses with him. I was working with my father at the dip. Fred., my brother, was there. I could not say what Fred. was doing. He came to me about the same time as Willcocks, a little before. After that we worked at the machine. Willcocks had no horses when he came. I thought of this conversation about three weeks after it took place. No one has ever said anything about it to me. Was not in the Court last Court-day. Had heard nothing about the present case. (943, 360, 1093, 508)
clearing-sale: CLEARING SALE. (50, 594, 113, 603)
col7-p6: John Smith was charged with creating a disturbance in the Volunteer Hall on Tuesday evening, and was fined 10s and costs. (943, 723, 1093, 756)
horse-weight: 9 7 (769, 752, 780, 761)
horse-weight: 9 0 (769, 557, 780, 566)
horse-weight: 7 10 (765, 597, 780, 606)
